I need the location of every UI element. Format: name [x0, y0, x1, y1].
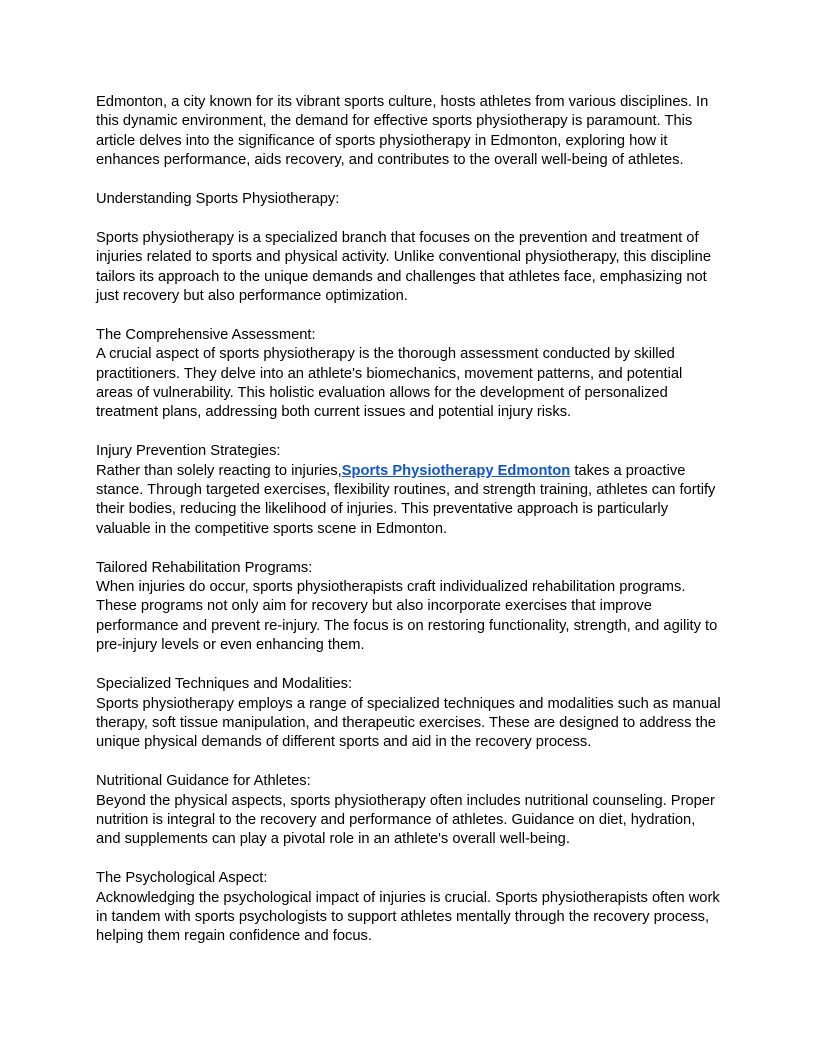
techniques-paragraph: Sports physiotherapy employs a range of specialized techniques and modalities such as manual therapy, soft tissue manipulation, and therapeutic exercises. These are designed to address the unique physical demands of different sports and aid in the recovery process.: [96, 695, 721, 751]
prevention-text-before-link: Rather than solely reacting to injuries,: [96, 462, 342, 479]
techniques-section: [96, 675, 722, 753]
sports-physiotherapy-edmonton-link[interactable]: Sports Physiotherapy Edmonton: [341, 462, 571, 479]
nutrition-paragraph: Beyond the physical aspects, sports physiotherapy often includes nutritional counseling. Proper nutrition is integral to the recovery and performance of athletes. Guidance on diet, hydration, and supplements can play a pivotal role in an athlete's overall well-being.: [96, 792, 715, 848]
techniques-heading: Specialized Techniques and Modalities:: [96, 676, 353, 693]
rehab-paragraph: When injuries do occur, sports physiotherapists craft individualized rehabilitation programs. These programs not only aim for recovery but also incorporate exercises that improve performance and prevent re-injury. The focus is on restoring functionality, strength, and agility to pre-injury levels or even enhancing them.: [96, 579, 718, 654]
assessment-section: [96, 326, 722, 423]
prevention-section: [96, 442, 722, 539]
assessment-heading: The Comprehensive Assessment:: [96, 326, 316, 343]
assessment-paragraph: A crucial aspect of sports physiotherapy is the thorough assessment conducted by skilled practitioners. They delve into an athlete's biomechanics, movement patterns, and potential areas of vulnerability. This holistic evaluation allows for the development of personalized treatment plans, addressing both current issues and potential injury risks.: [96, 346, 683, 421]
prevention-heading: Injury Prevention Strategies:: [96, 443, 281, 460]
document-body: [96, 93, 722, 966]
understanding-paragraph: Sports physiotherapy is a specialized branch that focuses on the prevention and treatment of injuries related to sports and physical activity. Unlike conventional physiotherapy, this discipline tailors its approach to the unique demands and challenges that athletes face, emphasizing not just recovery but also performance optimization.: [96, 229, 712, 305]
prevention-text-after-link: takes a proactive stance. Through targeted exercises, flexibility routines, and strength training, athletes can fortify their bodies, reducing the likelihood of injuries. This preventative approach is particularly valuable in the competitive sports scene in Edmonton.: [96, 462, 716, 537]
psych-heading: The Psychological Aspect:: [96, 870, 268, 887]
psych-section: [96, 869, 722, 947]
nutrition-section: [96, 772, 722, 850]
psych-paragraph: Acknowledging the psychological impact of injuries is crucial. Sports physiotherapists often work in tandem with sports psychologists to support athletes mentally through the recovery process, helping them regain confidence and focus.: [96, 889, 720, 945]
rehab-section: [96, 559, 722, 656]
intro-paragraph: Edmonton, a city known for its vibrant sports culture, hosts athletes from various disciplines. In this dynamic environment, the demand for effective sports physiotherapy is paramount. This article delves into the significance of sports physiotherapy in Edmonton, exploring how it enhances performance, aids recovery, and contributes to the overall well-being of athletes.: [96, 94, 709, 169]
rehab-heading: Tailored Rehabilitation Programs:: [96, 559, 313, 576]
prevention-paragraph: [96, 462, 722, 540]
nutrition-heading: Nutritional Guidance for Athletes:: [96, 773, 311, 790]
understanding-heading: Understanding Sports Physiotherapy:: [96, 191, 340, 208]
